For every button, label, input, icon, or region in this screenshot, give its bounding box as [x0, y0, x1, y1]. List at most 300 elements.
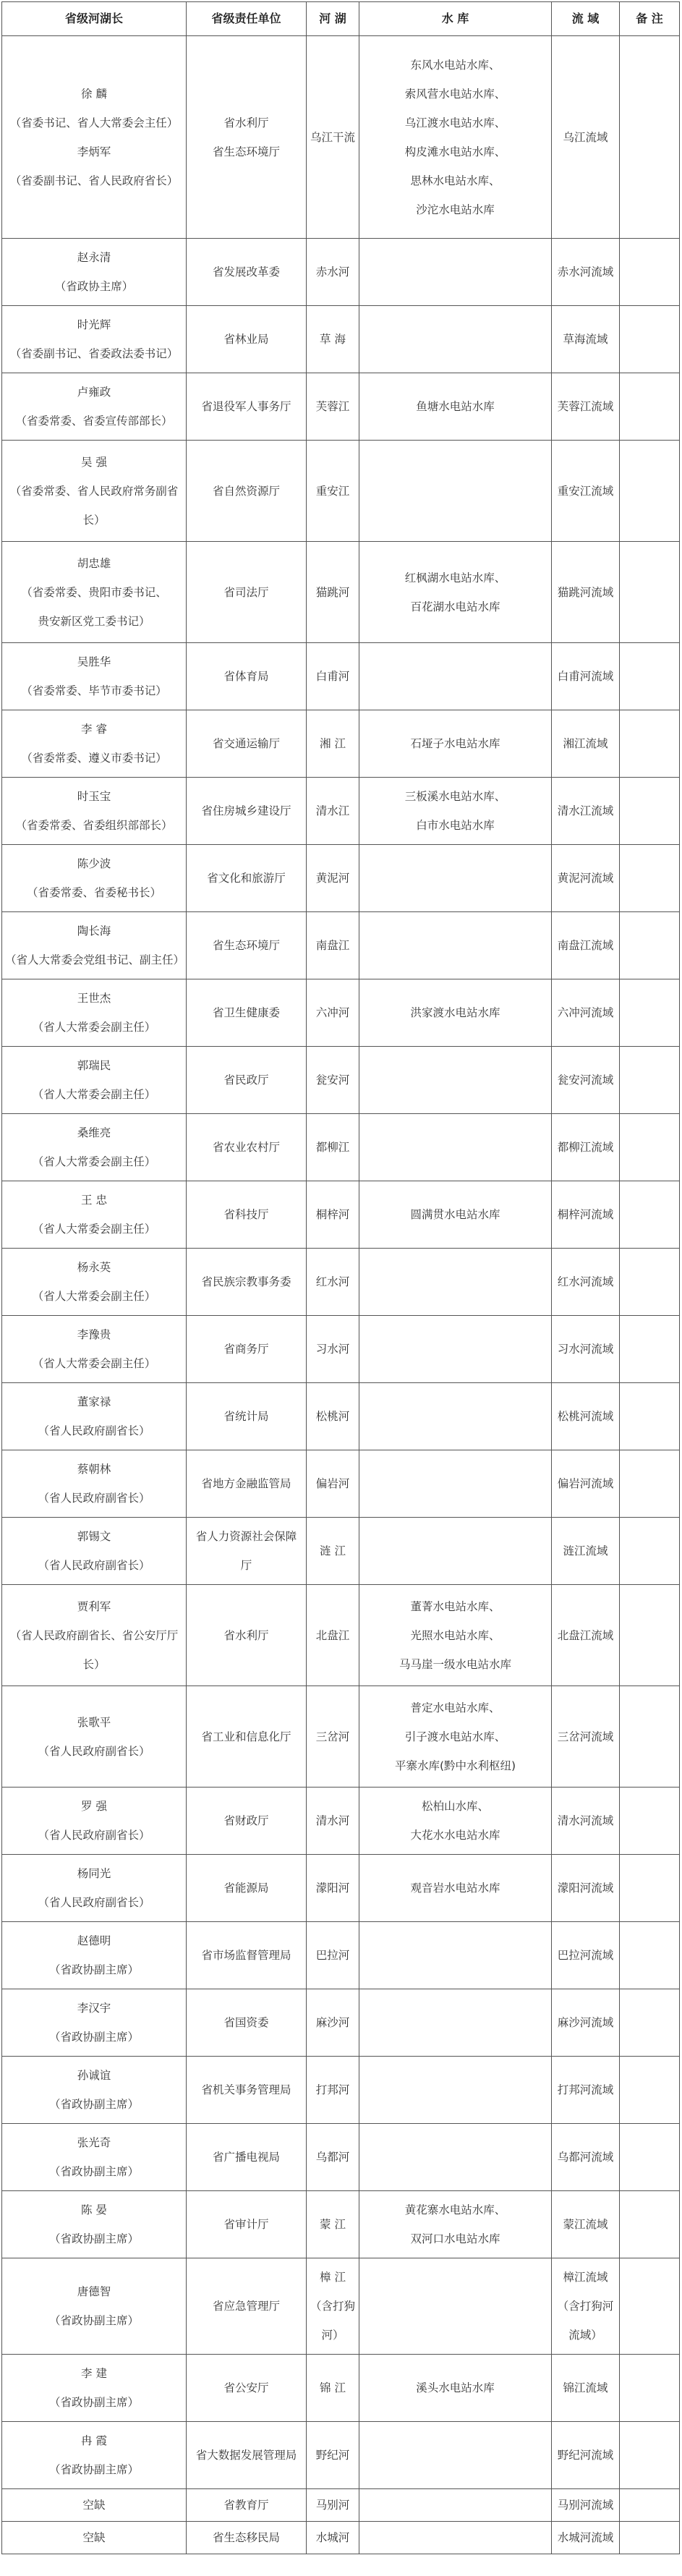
reservoir-cell	[359, 1686, 552, 1788]
chief-line: 王 忠	[81, 1194, 107, 1207]
chief-line: 吴 强	[81, 455, 107, 469]
basin-cell	[552, 979, 620, 1047]
note-cell	[620, 1383, 680, 1450]
note-cell	[620, 845, 680, 912]
note-cell	[620, 1518, 680, 1585]
reservoir-cell	[359, 778, 552, 845]
unit-line: 省体育局	[223, 670, 269, 683]
chief-line: （省政协副主席）	[48, 2314, 139, 2327]
unit-line: 省住房城乡建设厅	[201, 804, 291, 817]
chief-cell	[2, 845, 187, 912]
unit-line: 省发展改革委	[212, 265, 280, 279]
chief-cell	[2, 912, 187, 979]
river-line: 乌都河	[315, 2151, 350, 2164]
river-line: 六冲河	[315, 1006, 350, 1019]
basin-line: 打邦河流域	[557, 2083, 614, 2096]
river-cell	[307, 2057, 359, 2124]
chief-line: 唐德智	[77, 2285, 111, 2298]
river-line: 偏岩河	[315, 1477, 350, 1490]
basin-line: 猫跳河流域	[557, 585, 614, 599]
basin-cell	[552, 2489, 620, 2522]
chief-line: 孙诚谊	[77, 2069, 111, 2082]
basin-line: 乌江流域	[563, 130, 608, 144]
unit-line: 省林业局	[223, 333, 269, 346]
unit-line: 省人力资源社会保障	[195, 1530, 297, 1543]
chief-line: 董家禄	[77, 1395, 111, 1408]
basin-line: 蒙江流域	[563, 2218, 608, 2231]
table-row	[2, 1114, 680, 1181]
chief-line: 空缺	[82, 2499, 106, 2512]
unit-line: 省商务厅	[223, 1343, 269, 1356]
unit-line: 省国资委	[223, 2016, 269, 2029]
reservoir-cell	[359, 1047, 552, 1114]
reservoir-line: 平寨水库(黔中水利枢纽)	[394, 1759, 516, 1772]
river-line: 赤水河	[315, 265, 350, 279]
table-row	[2, 36, 680, 239]
header-note: 备 注	[620, 2, 680, 36]
basin-line: 红水河流域	[557, 1275, 614, 1288]
river-line: 水城河	[315, 2531, 350, 2544]
reservoir-line: 双河口水电站水库	[410, 2232, 500, 2245]
chief-cell	[2, 1518, 187, 1585]
table-row	[2, 1450, 680, 1518]
reservoir-cell	[359, 239, 552, 306]
chief-line: （省人民政府副省长）	[38, 1559, 150, 1572]
chief-line: 卢雍政	[77, 386, 111, 399]
river-cell	[307, 2489, 359, 2522]
chief-line: 王世杰	[77, 992, 111, 1005]
river-line: 野纪河	[315, 2449, 350, 2462]
reservoir-cell	[359, 2258, 552, 2355]
chief-line: （省人大常委会副主任）	[32, 1357, 156, 1370]
table-row	[2, 2124, 680, 2191]
basin-line: 巴拉河流域	[557, 1949, 614, 1962]
note-cell	[620, 1450, 680, 1518]
basin-cell	[552, 1114, 620, 1181]
table-row	[2, 1788, 680, 1855]
note-cell	[620, 1788, 680, 1855]
reservoir-cell	[359, 2191, 552, 2258]
header-basin: 流 域	[552, 2, 620, 36]
note-cell	[620, 979, 680, 1047]
reservoir-cell	[359, 1181, 552, 1249]
basin-cell	[552, 1855, 620, 1922]
note-cell	[620, 1922, 680, 1989]
table-row	[2, 2522, 680, 2554]
chief-line: （省委副书记、省委政法委书记）	[9, 347, 179, 360]
chief-cell	[2, 36, 187, 239]
chief-line: （省委常委、遵义市委书记）	[21, 752, 167, 765]
basin-line: 都柳江流域	[557, 1141, 614, 1154]
note-cell	[620, 2258, 680, 2355]
basin-line: 三岔河流域	[557, 1730, 614, 1743]
basin-line: 濛阳河流域	[557, 1882, 614, 1895]
reservoir-cell	[359, 1922, 552, 1989]
river-line: 松桃河	[315, 1410, 350, 1423]
basin-cell	[552, 1585, 620, 1686]
unit-cell	[187, 1047, 307, 1114]
basin-cell	[552, 36, 620, 239]
reservoir-cell	[359, 2355, 552, 2422]
chief-line: 时光辉	[77, 318, 111, 331]
chief-line: （省人民政府副省长）	[38, 1424, 150, 1437]
basin-cell	[552, 1922, 620, 1989]
unit-cell	[187, 1383, 307, 1450]
river-line: 瓮安河	[315, 1074, 350, 1087]
chief-cell	[2, 1922, 187, 1989]
unit-line: 省水利厅	[223, 1628, 269, 1642]
basin-cell	[552, 845, 620, 912]
chief-line: （省人民政府副省长）	[38, 1829, 150, 1842]
unit-line: 省市场监督管理局	[201, 1949, 291, 1962]
reservoir-cell	[359, 441, 552, 542]
unit-line: 省民族宗教事务委	[201, 1275, 291, 1288]
chief-line: 贵安新区党工委书记）	[38, 614, 150, 628]
unit-cell	[187, 2422, 307, 2489]
river-cell	[307, 1114, 359, 1181]
chief-cell	[2, 778, 187, 845]
reservoir-cell	[359, 1518, 552, 1585]
table-row	[2, 1249, 680, 1316]
table-row	[2, 979, 680, 1047]
river-line: 樟 江	[320, 2271, 346, 2284]
basin-line: 涟江流域	[563, 1544, 608, 1557]
unit-cell	[187, 2489, 307, 2522]
reservoir-line: 构皮滩水电站水库、	[404, 145, 506, 158]
unit-cell	[187, 239, 307, 306]
chief-cell	[2, 1989, 187, 2057]
unit-line: 省财政厅	[223, 1814, 269, 1827]
reservoir-line: 思林水电站水库、	[410, 174, 500, 187]
river-line: 草 海	[320, 333, 346, 346]
basin-line: 北盘江流域	[557, 1628, 614, 1642]
reservoir-cell	[359, 306, 552, 373]
table-row	[2, 239, 680, 306]
basin-line: 草海流域	[563, 333, 608, 346]
basin-line: 水城河流域	[557, 2531, 614, 2544]
chief-cell	[2, 2489, 187, 2522]
chief-cell	[2, 1316, 187, 1383]
chief-line: （省人大常委会副主任）	[32, 1021, 156, 1034]
chief-line: （省政协副主席）	[48, 2098, 139, 2111]
basin-cell	[552, 2355, 620, 2422]
chief-line: 赵德明	[77, 1934, 111, 1947]
reservoir-cell	[359, 979, 552, 1047]
table-row	[2, 2258, 680, 2355]
header-river: 河 湖	[307, 2, 359, 36]
note-cell	[620, 239, 680, 306]
river-cell	[307, 1788, 359, 1855]
unit-cell	[187, 643, 307, 710]
chief-line: （省委常委、贵阳市委书记、	[21, 585, 167, 599]
unit-cell	[187, 2258, 307, 2355]
chief-line: （省人民政府副省长）	[38, 1744, 150, 1758]
note-cell	[620, 778, 680, 845]
unit-line: 厅	[240, 1559, 252, 1572]
unit-line: 省司法厅	[223, 585, 269, 599]
reservoir-line: 白市水电站水库	[416, 819, 495, 832]
chief-line: （省政协副主席）	[48, 1963, 139, 1976]
unit-line: 省统计局	[223, 1410, 269, 1423]
unit-line: 省广播电视局	[212, 2151, 280, 2164]
unit-cell	[187, 1585, 307, 1686]
chief-line: （省政协副主席）	[48, 2232, 139, 2245]
river-line: （含打狗	[310, 2300, 355, 2313]
river-cell	[307, 1316, 359, 1383]
reservoir-line: 溪头水电站水库	[416, 2381, 495, 2394]
unit-cell	[187, 710, 307, 778]
chief-cell	[2, 441, 187, 542]
unit-line: 省水利厅	[223, 116, 269, 129]
note-cell	[620, 1249, 680, 1316]
chief-line: 陶长海	[77, 924, 111, 938]
chief-cell	[2, 1181, 187, 1249]
basin-line: 乌都河流域	[557, 2151, 614, 2164]
river-line: 湘 江	[320, 737, 346, 750]
river-chief-table-container	[1, 1, 680, 2554]
unit-cell	[187, 845, 307, 912]
river-line: 清水江	[315, 804, 350, 817]
table-row	[2, 1383, 680, 1450]
unit-cell	[187, 1181, 307, 1249]
table-row	[2, 2191, 680, 2258]
unit-cell	[187, 979, 307, 1047]
chief-line: 李 睿	[81, 723, 107, 736]
table-row	[2, 542, 680, 643]
unit-line: 省科技厅	[223, 1208, 269, 1221]
reservoir-line: 洪家渡水电站水库	[410, 1006, 500, 1019]
unit-cell	[187, 306, 307, 373]
note-cell	[620, 643, 680, 710]
note-cell	[620, 912, 680, 979]
chief-cell	[2, 643, 187, 710]
reservoir-line: 普定水电站水库、	[410, 1701, 500, 1714]
table-row	[2, 710, 680, 778]
basin-line: 樟江流域	[563, 2271, 608, 2284]
note-cell	[620, 1855, 680, 1922]
unit-line: 省自然资源厅	[212, 484, 280, 498]
chief-line: 杨永英	[77, 1261, 111, 1274]
river-chief-table	[1, 1, 680, 2554]
reservoir-line: 乌江渡水电站水库、	[404, 116, 506, 129]
basin-cell	[552, 778, 620, 845]
river-cell	[307, 643, 359, 710]
basin-line: 白甫河流域	[557, 670, 614, 683]
river-line: 清水河	[315, 1814, 350, 1827]
table-row	[2, 1181, 680, 1249]
unit-line: 省大数据发展管理局	[195, 2449, 297, 2462]
basin-line: 偏岩河流域	[557, 1477, 614, 1490]
note-cell	[620, 2057, 680, 2124]
basin-cell	[552, 643, 620, 710]
table-row	[2, 845, 680, 912]
reservoir-line: 光照水电站水库、	[410, 1628, 500, 1642]
unit-cell	[187, 1114, 307, 1181]
note-cell	[620, 2124, 680, 2191]
table-row	[2, 1855, 680, 1922]
basin-line: 重安江流域	[557, 484, 614, 498]
basin-line: 野纪河流域	[557, 2449, 614, 2462]
reservoir-cell	[359, 912, 552, 979]
basin-line: 松桃河流域	[557, 1410, 614, 1423]
unit-cell	[187, 542, 307, 643]
river-cell	[307, 979, 359, 1047]
river-line: 三岔河	[315, 1730, 350, 1743]
unit-line: 省文化和旅游厅	[207, 872, 286, 885]
river-cell	[307, 373, 359, 441]
chief-line: 杨同光	[77, 1867, 111, 1880]
reservoir-line: 索风营水电站水库、	[404, 87, 506, 101]
unit-cell	[187, 36, 307, 239]
unit-cell	[187, 1788, 307, 1855]
basin-line: 桐梓河流域	[557, 1208, 614, 1221]
chief-line: 郭瑞民	[77, 1059, 111, 1072]
table-row	[2, 2489, 680, 2522]
unit-line: 省教育厅	[223, 2499, 269, 2512]
chief-cell	[2, 1383, 187, 1450]
river-cell	[307, 1585, 359, 1686]
unit-cell	[187, 373, 307, 441]
river-cell	[307, 778, 359, 845]
reservoir-cell	[359, 36, 552, 239]
unit-line: 省机关事务管理局	[201, 2083, 291, 2096]
reservoir-cell	[359, 1989, 552, 2057]
river-cell	[307, 441, 359, 542]
chief-cell	[2, 373, 187, 441]
note-cell	[620, 2191, 680, 2258]
reservoir-cell	[359, 2489, 552, 2522]
reservoir-line: 大花水水电站水库	[410, 1829, 500, 1842]
table-row	[2, 1047, 680, 1114]
basin-cell	[552, 2258, 620, 2355]
river-line: 习水河	[315, 1343, 350, 1356]
chief-line: （省政协副主席）	[48, 2463, 139, 2476]
basin-cell	[552, 2422, 620, 2489]
basin-cell	[552, 1249, 620, 1316]
header-chief: 省级河湖长	[2, 2, 187, 36]
chief-line: （省委常委、省委秘书长）	[26, 886, 161, 899]
basin-cell	[552, 2124, 620, 2191]
table-row	[2, 1989, 680, 2057]
reservoir-cell	[359, 710, 552, 778]
reservoir-line: 圆满贯水电站水库	[410, 1208, 500, 1221]
reservoir-cell	[359, 845, 552, 912]
reservoir-cell	[359, 1383, 552, 1450]
river-line: 乌江干流	[310, 130, 355, 144]
river-line: 锦 江	[320, 2381, 346, 2394]
chief-line: 蔡朝林	[77, 1463, 111, 1476]
basin-cell	[552, 2191, 620, 2258]
unit-cell	[187, 2124, 307, 2191]
unit-cell	[187, 1922, 307, 1989]
reservoir-cell	[359, 2124, 552, 2191]
unit-line: 省生态移民局	[212, 2531, 280, 2544]
basin-line: 麻沙河流域	[557, 2016, 614, 2029]
chief-cell	[2, 542, 187, 643]
table-row	[2, 2355, 680, 2422]
river-cell	[307, 2258, 359, 2355]
river-line: 濛阳河	[315, 1882, 350, 1895]
basin-cell	[552, 1450, 620, 1518]
basin-cell	[552, 1788, 620, 1855]
reservoir-line: 观音岩水电站水库	[410, 1882, 500, 1895]
river-cell	[307, 845, 359, 912]
chief-line: 贾利军	[77, 1599, 111, 1613]
reservoir-line: 黄花寨水电站水库、	[404, 2203, 506, 2216]
river-cell	[307, 1855, 359, 1922]
basin-cell	[552, 239, 620, 306]
reservoir-cell	[359, 542, 552, 643]
river-cell	[307, 542, 359, 643]
chief-line: （省人民政府副省长、省公安厅厅	[9, 1628, 179, 1642]
reservoir-line: 石垭子水电站水库	[410, 737, 500, 750]
chief-cell	[2, 2422, 187, 2489]
unit-cell	[187, 2057, 307, 2124]
river-cell	[307, 1989, 359, 2057]
unit-line: 省农业农村厅	[212, 1141, 280, 1154]
river-line: 南盘江	[315, 939, 350, 952]
river-cell	[307, 2191, 359, 2258]
basin-line: 赤水河流域	[557, 265, 614, 279]
reservoir-line: 马马崖一级水电站水库	[398, 1657, 511, 1671]
chief-cell	[2, 2522, 187, 2554]
chief-line: 徐 麟	[81, 87, 107, 101]
river-line: 红水河	[315, 1275, 350, 1288]
table-row	[2, 1922, 680, 1989]
chief-cell	[2, 1047, 187, 1114]
chief-line: 李炳军	[77, 145, 111, 158]
chief-cell	[2, 2191, 187, 2258]
basin-cell	[552, 1383, 620, 1450]
basin-line: 瓮安河流域	[557, 1074, 614, 1087]
chief-line: 李 建	[81, 2367, 107, 2380]
basin-line: 黄泥河流域	[557, 872, 614, 885]
basin-cell	[552, 1316, 620, 1383]
note-cell	[620, 441, 680, 542]
river-line: 马别河	[315, 2499, 350, 2512]
chief-line: 长）	[82, 1657, 106, 1671]
table-row	[2, 1316, 680, 1383]
table-body	[2, 36, 680, 2554]
basin-cell	[552, 373, 620, 441]
reservoir-line: 松柏山水库、	[421, 1800, 489, 1813]
basin-line: 清水江流域	[557, 804, 614, 817]
river-line: 都柳江	[315, 1141, 350, 1154]
basin-cell	[552, 1518, 620, 1585]
chief-line: （省政协副主席）	[48, 2165, 139, 2178]
river-line: 巴拉河	[315, 1949, 350, 1962]
unit-cell	[187, 1855, 307, 1922]
unit-line: 省民政厅	[223, 1074, 269, 1087]
unit-cell	[187, 1518, 307, 1585]
note-cell	[620, 710, 680, 778]
note-cell	[620, 306, 680, 373]
river-cell	[307, 1181, 359, 1249]
river-cell	[307, 1518, 359, 1585]
chief-cell	[2, 2124, 187, 2191]
unit-cell	[187, 2191, 307, 2258]
unit-line: 省交通运输厅	[212, 737, 280, 750]
chief-line: 赵永清	[77, 251, 111, 264]
unit-line: 省能源局	[223, 1882, 269, 1895]
chief-cell	[2, 1855, 187, 1922]
river-cell	[307, 2422, 359, 2489]
unit-cell	[187, 2522, 307, 2554]
chief-line: 李豫贵	[77, 1328, 111, 1341]
reservoir-line: 东风水电站水库、	[410, 58, 500, 72]
table-row	[2, 1585, 680, 1686]
chief-line: 罗 强	[81, 1800, 107, 1813]
